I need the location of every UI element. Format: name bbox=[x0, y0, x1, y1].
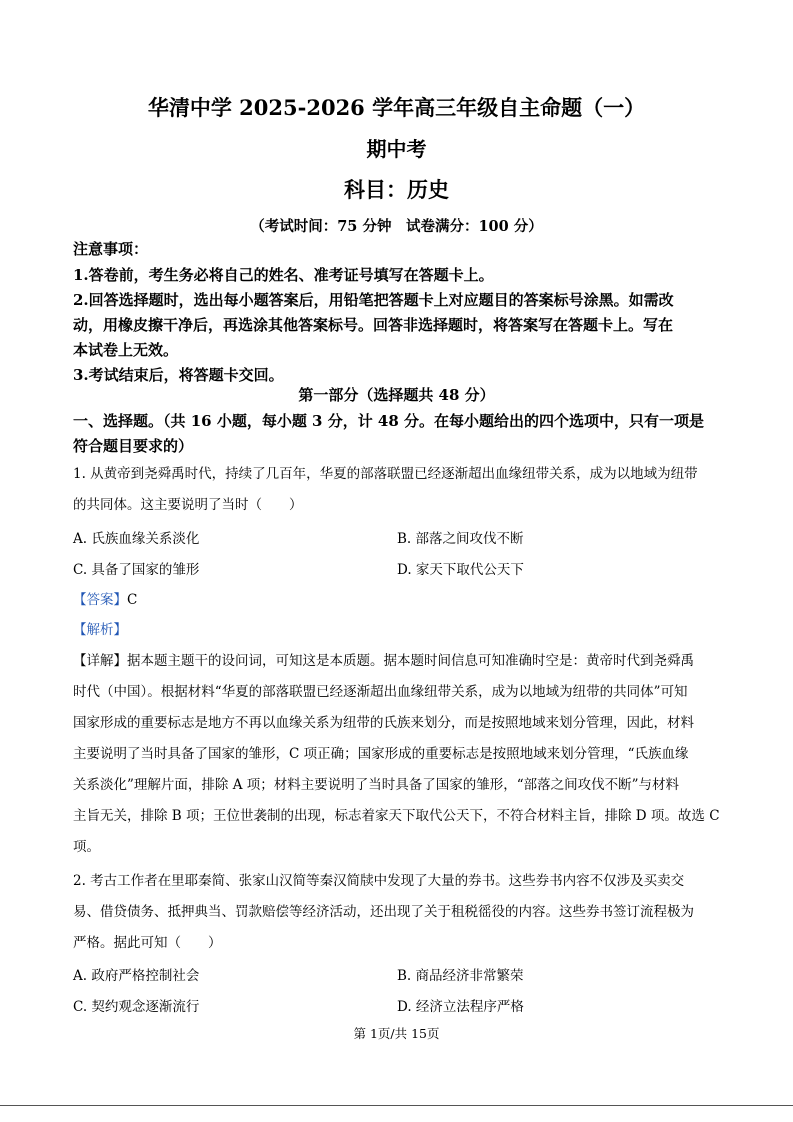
notice-item-2-line-1: 2.回答选择题时，选出每小题答案后，用铅笔把答题卡上对应题目的答案标号涂黑。如需改 bbox=[73, 291, 674, 309]
section-title-line-2: 符合题目要求的） bbox=[73, 437, 194, 455]
question-2-option-b: B. 商品经济非常繁荣 bbox=[397, 968, 524, 984]
question-2-stem-line-3: 严格。据此可知（ ） bbox=[73, 935, 222, 951]
question-1-option-a: A. 氏族血缘关系淡化 bbox=[73, 531, 200, 547]
question-1-answer bbox=[73, 585, 723, 616]
page-number: 第 1页/共 15页 bbox=[353, 1026, 440, 1041]
question-1-stem-line-1: 1. 从黄帝到尧舜禹时代，持续了几百年，华夏的部落联盟已经逐渐超出血缘纽带关系，成为以地域为纽带 bbox=[73, 466, 698, 482]
part-one-title: 第一部分（选择题共 48 分） bbox=[298, 386, 495, 404]
notice-heading: 注意事项： bbox=[73, 240, 149, 258]
question-1-detail-line-3: 国家形成的重要标志是地方不再以血缘关系为纽带的氏族来划分，而是按照地域来划分管理，因此，材料 bbox=[73, 715, 694, 731]
exam-name: 期中考 bbox=[366, 137, 427, 161]
subject-title: 科目：历史 bbox=[344, 177, 449, 202]
question-1-stem-line-2: 的共同体。这主要说明了当时（ ） bbox=[73, 497, 303, 513]
notice-item-2-line-2: 动，用橡皮擦干净后，再选涂其他答案标号。回答非选择题时，将答案写在答题卡上。写在 bbox=[73, 316, 674, 334]
question-1-detail-line-5: 关系淡化”理解片面，排除 A 项；材料主要说明了当时具备了国家的雏形，“部落之间攻伐不断”与材料 bbox=[73, 777, 680, 793]
notice-item-2-line-3: 本试卷上无效。 bbox=[73, 341, 179, 359]
question-1-analysis-label: 【解析】 bbox=[73, 622, 127, 638]
question-2-stem-line-1: 2. 考古工作者在里耶秦简、张家山汉简等秦汉简牍中发现了大量的券书。这些券书内容不仅涉及买卖交 bbox=[73, 873, 685, 889]
question-2-stem-line-2: 易、借贷债务、抵押典当、罚款赔偿等经济活动，还出现了关于租税徭役的内容。这些券书签订流程极为 bbox=[73, 904, 694, 920]
notice-item-3: 3.考试结束后，将答题卡交回。 bbox=[73, 366, 284, 384]
detail-text: 据本题主题干的设问词，可知这是本质题。据本题时间信息可知准确时空是：黄帝时代到尧舜禹 bbox=[127, 653, 694, 669]
question-2-option-d: D. 经济立法程序严格 bbox=[397, 999, 524, 1015]
notice-item-1: 1.答卷前，考生务必将自己的姓名、准考证号填写在答题卡上。 bbox=[73, 266, 494, 284]
exam-info: （考试时间：75 分钟 试卷满分：100 分） bbox=[250, 218, 543, 235]
question-1-detail-line-7: 项。 bbox=[73, 839, 100, 855]
school-title: 华清中学 2025-2026 学年高三年级自主命题（一） bbox=[147, 95, 646, 120]
bottom-divider bbox=[0, 1105, 793, 1106]
question-1-option-c: C. 具备了国家的雏形 bbox=[73, 562, 200, 578]
question-2-option-c: C. 契约观念逐渐流行 bbox=[73, 999, 200, 1015]
detail-label: 【详解】 bbox=[73, 653, 127, 669]
question-1-detail-line-4: 主要说明了当时具备了国家的雏形，C 项正确；国家形成的重要标志是按照地域来划分管理，“氏族血缘 bbox=[73, 746, 689, 762]
question-1-detail-line-2: 时代（中国）。根据材料“华夏的部落联盟已经逐渐超出血缘纽带关系，成为以地域为纽带的共同体”可知 bbox=[73, 684, 688, 700]
question-1-option-d: D. 家天下取代公天下 bbox=[397, 562, 524, 578]
section-title-line-1: 一、选择题。（共 16 小题，每小题 3 分，计 48 分。在每小题给出的四个选项中，只有一项是 bbox=[73, 412, 705, 430]
answer-value: C bbox=[127, 592, 138, 608]
question-1-option-b: B. 部落之间攻伐不断 bbox=[397, 531, 524, 547]
question-1-detail-line-6: 主旨无关，排除 B 项；王位世袭制的出现，标志着家天下取代公天下，不符合材料主旨，排除 D 项。故选 C bbox=[73, 808, 720, 824]
answer-label: 【答案】 bbox=[73, 592, 127, 608]
question-1-detail-line-1 bbox=[73, 646, 723, 677]
question-2-option-a: A. 政府严格控制社会 bbox=[73, 968, 200, 984]
